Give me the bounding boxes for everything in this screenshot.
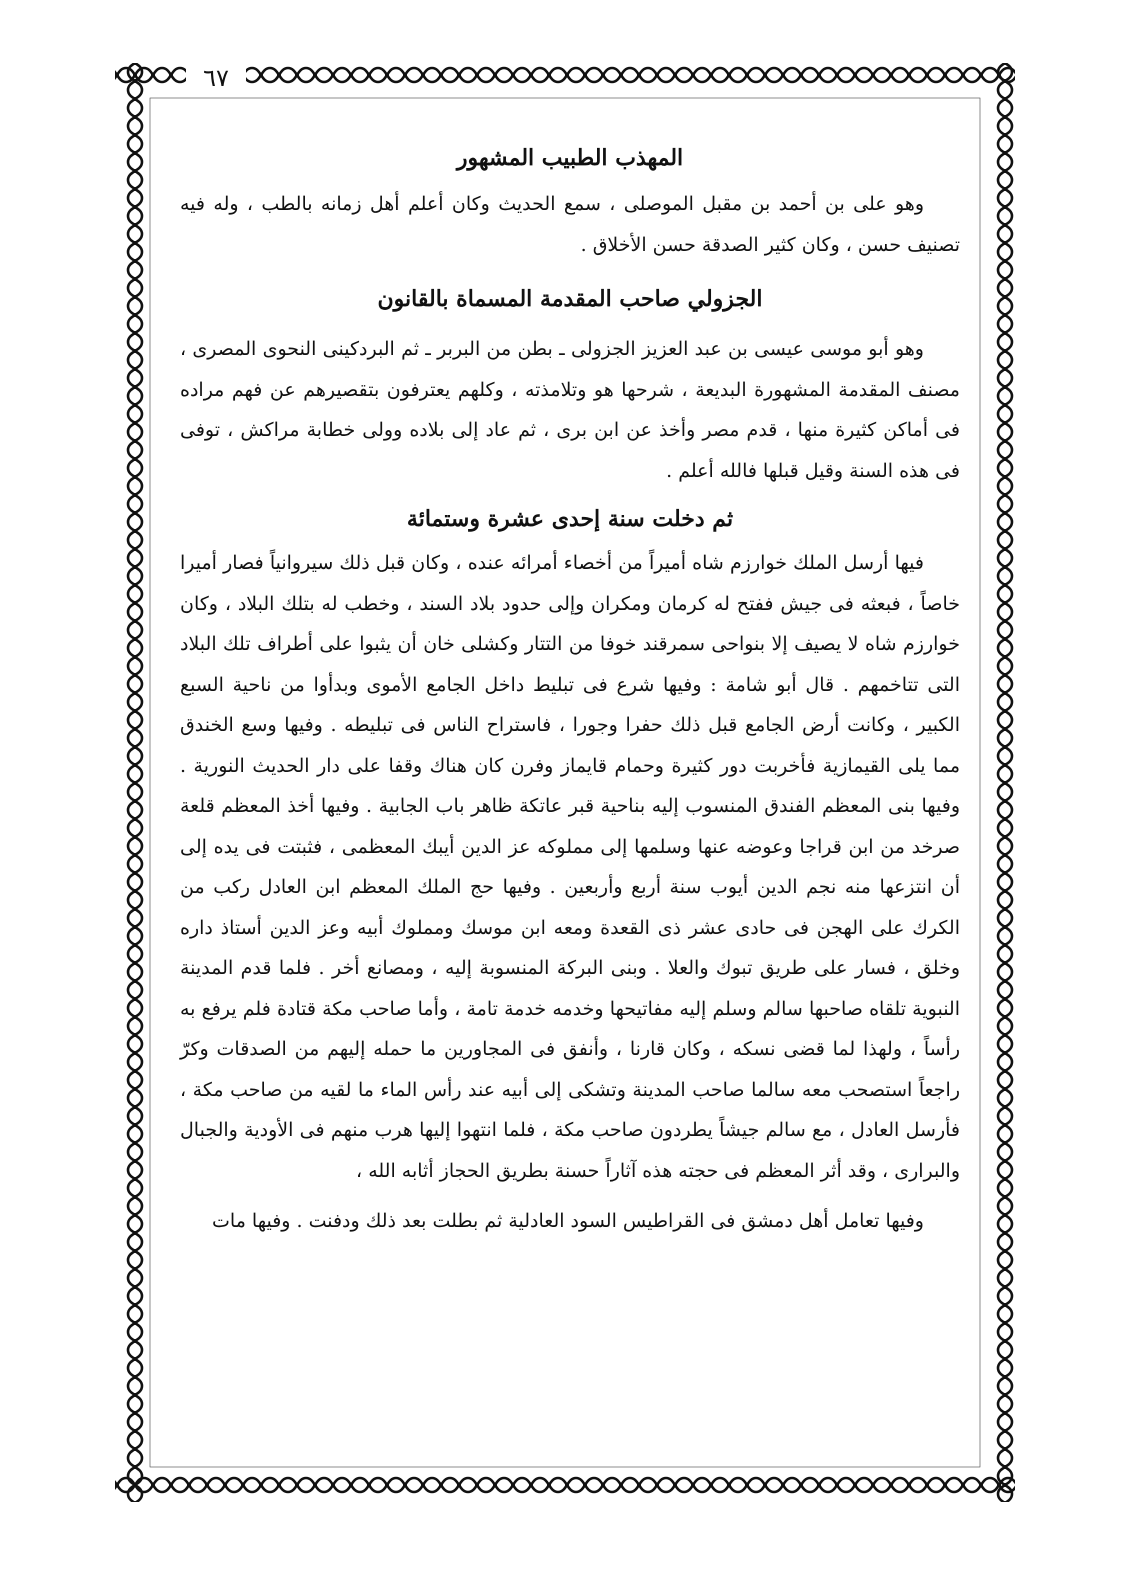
section-heading: الجزولي صاحب المقدمة المسماة بالقانون <box>377 286 763 312</box>
page-number: ٦٧ <box>186 62 246 94</box>
paragraph: وفيها تعامل أهل دمشق فى القراطيس السود العادلية ثم بطلت بعد ذلك ودفنت . وفيها مات <box>212 1210 924 1232</box>
section-heading: ثم دخلت سنة إحدى عشرة وستمائة <box>406 506 734 532</box>
paragraph: وهو على بن أحمد بن مقبل الموصلى ، سمع الحديث وكان أعلم أهل زمانه بالطب ، وله فيه تصنيف حسن ، وكان كثير الصدقة حسن الأخلاق . <box>180 193 960 256</box>
document-body <box>180 138 960 1242</box>
paragraph: فيها أرسل الملك خوارزم شاه أميراً من أخصاء أمرائه عنده ، وكان قبل ذلك سيروانياً فصار أميرا خاصاً ، فبعثه فى جيش ففتح له كرمان ومكران وإلى حدود بلاد السند ، وخطب له بتلك البلاد ، وكان خوارزم شاه لا يصيف إلا بنواحى سمرقند خوفا من التتار وكشلى خان أن يثبوا على أطراف تلك البلاد التى تتاخمهم . قال أبو شامة : وفيها شرع فى تبليط داخل الجامع الأموى وبدأوا من ناحية السبع الكبير ، وكانت أرض الجامع قبل ذلك حفرا وجورا ، فاستراح الناس فى تبليطه . وفيها وسع الخندق مما يلى القيمازية فأخربت دور كثيرة وحمام قايماز وفرن كان هناك وقفا على دار الحديث النورية . وفيها بنى المعظم الفندق المنسوب إليه بناحية قبر عاتكة ظاهر باب الجابية . وفيها أخذ المعظم قلعة صرخد من ابن قراجا وعوضه عنها وسلمها إلى مملوكه عز الدين أيبك المعظمى ، فثبتت فى يده إلى أن انتزعها منه نجم الدين أيوب سنة أربع وأربعين . وفيها حج الملك المعظم ابن العادل ركب من الكرك على الهجن فى حادى عشر ذى القعدة ومعه ابن موسك ومملوك أبيه وعز الدين أستاذ داره وخلق ، فسار على طريق تبوك والعلا . وبنى البركة المنسوبة إليه ، ومصانع أخر . فلما قدم المدينة النبوية تلقاه صاحبها سالم وسلم إليه مفاتيحها وخدمه خدمة تامة ، وأما صاحب مكة قتادة فلم يرفع به رأساً ، ولهذا لما قضى نسكه ، وكان قارنا ، وأنفق فى المجاورين ما حمله إليهم من الصدقات وكرّ راجعاً استصحب معه سالما صاحب المدينة وتشكى إلى أبيه عند رأس الماء ما لقيه من صاحب مكة ، فأرسل العادل ، مع سالم جيشاً يطردون صاحب مكة ، فلما انتهوا إليها هرب منهم فى الأودية والجبال والبرارى ، وقد أثر المعظم فى حجته هذه آثاراً حسنة بطريق الحجاز أثابه الله ، <box>180 552 961 1182</box>
paragraph: وهو أبو موسى عيسى بن عبد العزيز الجزولى ـ بطن من البربر ـ ثم البردكينى النحوى المصرى ، مصنف المقدمة المشهورة البديعة ، شرحها هو وتلامذته ، وكلهم يعترفون بتقصيرهم عن فهم مراده فى أماكن كثيرة منها ، قدم مصر وأخذ عن ابن برى ، ثم عاد إلى بلاده وولى خطابة مراكش ، توفى فى هذه السنة وقيل قبلها فالله أعلم . <box>180 338 960 482</box>
section-heading: المهذب الطبيب المشهور <box>456 145 684 171</box>
